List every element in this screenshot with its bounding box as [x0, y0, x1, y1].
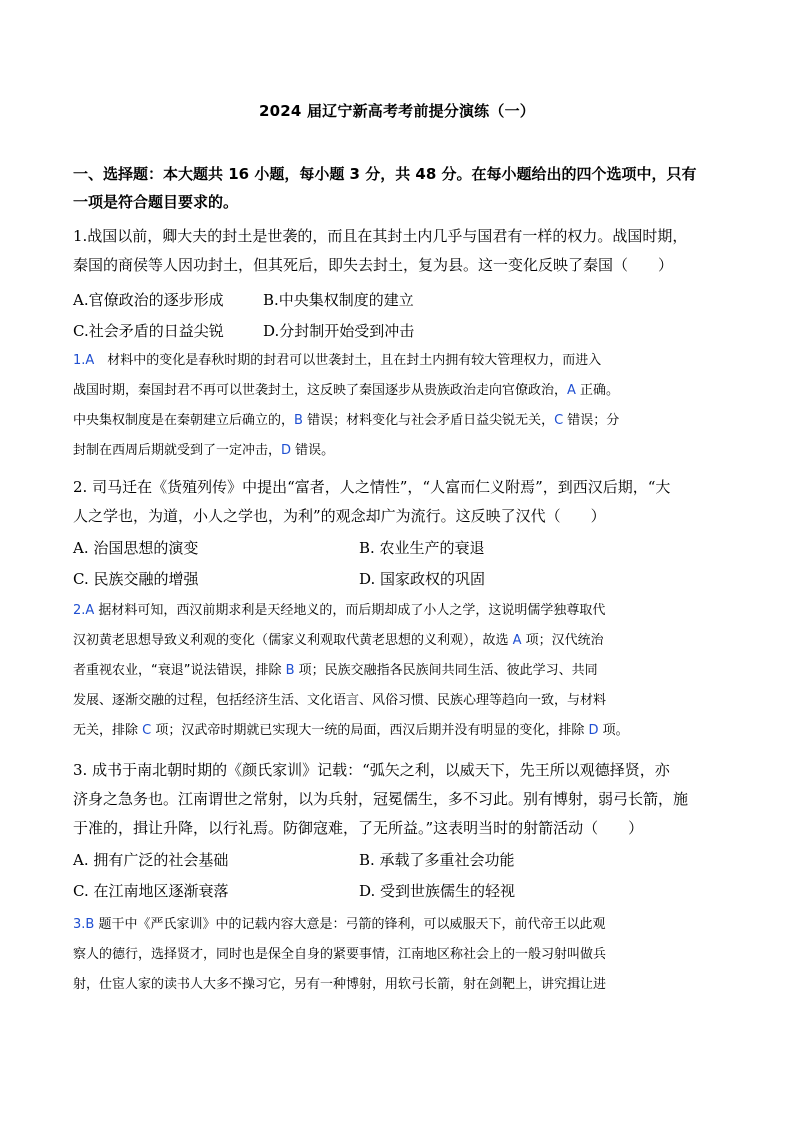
answer-option-ref: B — [294, 413, 303, 428]
question-line: 1.战国以前，卿大夫的封土是世袭的，而且在其封土内几乎与国君有一样的权力。战国时期， — [73, 227, 688, 245]
option-row — [73, 876, 728, 907]
question-3-stem — [73, 756, 728, 843]
option-a: A.官僚政治的逐步形成 — [73, 291, 224, 309]
answer-option-ref: B — [285, 663, 295, 678]
answer-text: 战国时期，秦国封君不再可以世袭封土，这反映了秦国逐步从贵族政治走向官僚政治， — [73, 383, 568, 398]
answer-text: 射，仕宦人家的读书人大多不操习它，另有一种博射，用软弓长箭，射在剑靶上，讲究揖让进 — [73, 977, 607, 992]
question-1-options — [73, 285, 728, 347]
answer-text: 正确。 — [575, 383, 620, 398]
option-b: B.中央集权制度的建立 — [263, 291, 414, 309]
answer-text: 材料中的变化是春秋时期的封君可以世袭封土，且在封土内拥有较大管理权力，而进入 — [94, 353, 602, 368]
answer-option-ref: C — [554, 413, 564, 428]
answer-line — [73, 436, 728, 466]
answer-text: 错误；材料变化与社会矛盾日益尖锐无关， — [302, 413, 555, 428]
question-3-options — [73, 845, 728, 907]
answer-line — [73, 970, 728, 1000]
option-row — [73, 845, 728, 876]
option-row — [73, 533, 728, 564]
answer-text: 项。 — [598, 723, 629, 738]
answer-line — [73, 910, 728, 940]
answer-line — [73, 346, 728, 376]
answer-line — [73, 656, 728, 686]
option-c: C. 民族交融的增强 — [73, 570, 199, 588]
answer-line — [73, 376, 728, 406]
answer-text: 据材料可知，西汉前期求利是天经地义的，而后期却成了小人之学，这说明儒学独尊取代 — [94, 603, 606, 618]
question-3-answer — [73, 910, 728, 1000]
question-1-stem — [73, 222, 728, 280]
question-2-options — [73, 533, 728, 595]
question-line: 秦国的商侯等人因功封土，但其死后，即失去封土，复为县。这一变化反映了秦国（ ） — [73, 256, 674, 274]
answer-key: 2.A — [73, 603, 95, 618]
answer-line — [73, 716, 728, 746]
section-heading-line: 一、选择题：本大题共 16 小题，每小题 3 分，共 48 分。在每小题给出的四个选项中，只有 — [73, 165, 697, 183]
answer-option-ref: A — [512, 633, 522, 648]
option-b: B. 农业生产的衰退 — [359, 539, 485, 557]
answer-text: 中央集权制度是在秦朝建立后确立的， — [73, 413, 295, 428]
question-2-answer — [73, 596, 728, 746]
option-row — [73, 564, 728, 595]
question-line: 济身之急务也。江南谓世之常射，以为兵射，冠冕儒生，多不习此。别有博射，弱弓长箭，施 — [73, 790, 689, 808]
question-2-stem — [73, 473, 728, 531]
answer-text: 题干中《严氏家训》中的记载内容大意是：弓箭的锋利，可以威服天下，前代帝王以此观 — [94, 917, 606, 932]
answer-option-ref: D — [281, 443, 292, 458]
option-d: D. 受到世族儒生的轻视 — [359, 882, 516, 900]
question-1-answer — [73, 346, 728, 466]
answer-text: 错误；分 — [563, 413, 620, 428]
answer-line — [73, 596, 728, 626]
option-d: D.分封制开始受到冲击 — [263, 322, 415, 340]
answer-line — [73, 940, 728, 970]
option-a: A. 拥有广泛的社会基础 — [73, 851, 229, 869]
answer-line — [73, 406, 728, 436]
answer-key: 3.B — [73, 917, 95, 932]
question-line: 人之学也，为道，小人之学也，为利”的观念却广为流行。这反映了汉代（ ） — [73, 507, 606, 525]
answer-text: 汉初黄老思想导致义利观的变化（儒家义利观取代黄老思想的义利观），故选 — [73, 633, 513, 648]
answer-option-ref: C — [142, 723, 152, 738]
answer-text: 错误。 — [291, 443, 335, 458]
answer-text: 项；汉武帝时期就已实现大一统的局面，西汉后期并没有明显的变化，排除 — [151, 723, 589, 738]
option-d: D. 国家政权的巩固 — [359, 570, 486, 588]
answer-text: 项；民族交融指各民族间共同生活、彼此学习、共同 — [294, 663, 598, 678]
option-row — [73, 316, 728, 347]
question-line: 2. 司马迁在《货殖列传》中提出“富者，人之情性”，“人富而仁义附焉”，到西汉后期，“大 — [73, 478, 671, 496]
page-title: 2024 届辽宁新高考考前提分演练（一） — [259, 102, 535, 120]
answer-text: 者重视农业，“衰退”说法错误，排除 — [73, 663, 286, 678]
answer-text: 无关，排除 — [73, 723, 143, 738]
answer-text: 封制在西周后期就受到了一定冲击， — [73, 443, 282, 458]
option-row — [73, 285, 728, 316]
option-c: C.社会矛盾的日益尖锐 — [73, 322, 224, 340]
option-c: C. 在江南地区逐渐衰落 — [73, 882, 229, 900]
answer-option-ref: A — [567, 383, 576, 398]
answer-line — [73, 686, 728, 716]
answer-text: 项；汉代统治 — [521, 633, 604, 648]
section-heading — [73, 160, 728, 216]
question-line: 3. 成书于南北朝时期的《颜氏家训》记载：“弧矢之利，以威天下，先王所以观德择贤，亦 — [73, 761, 670, 779]
question-line: 于准的，揖让升降，以行礼焉。防御寇难，了无所益。”这表明当时的射箭活动（ ） — [73, 819, 644, 837]
answer-text: 发展、逐渐交融的过程，包括经济生活、文化语言、风俗习惯、民族心理等趋向一致，与材料 — [73, 693, 607, 708]
answer-key: 1.A — [73, 353, 95, 368]
option-a: A. 治国思想的演变 — [73, 539, 199, 557]
option-b: B. 承载了多重社会功能 — [359, 851, 515, 869]
section-heading-line: 一项是符合题目要求的。 — [73, 193, 239, 211]
answer-text: 察人的德行，选择贤才，同时也是保全自身的紧要事情，江南地区称社会上的一般习射叫做兵 — [73, 947, 607, 962]
answer-option-ref: D — [588, 723, 599, 738]
answer-line — [73, 626, 728, 656]
